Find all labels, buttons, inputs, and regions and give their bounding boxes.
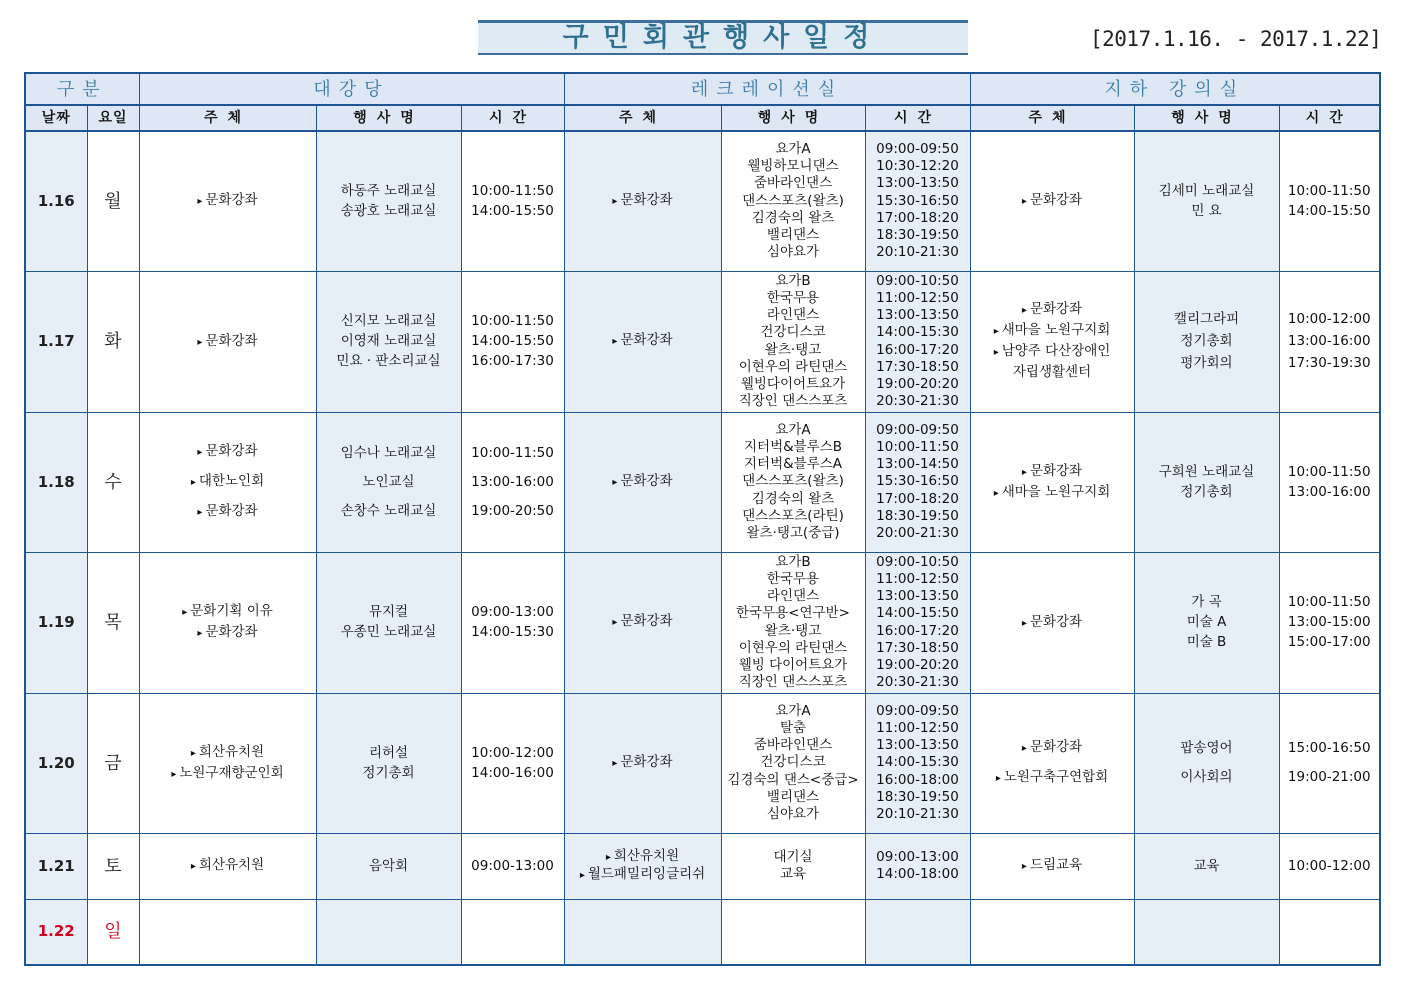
- weekday-cell: 월: [87, 131, 139, 271]
- cell-line: 리허설: [368, 744, 409, 761]
- time-cell: [865, 552, 970, 693]
- cell-line: 15:00-17:00: [1287, 634, 1371, 650]
- cell-line: 캘리그라피: [1173, 311, 1240, 327]
- event-cell: [721, 833, 865, 899]
- host-cell: [970, 271, 1134, 412]
- cell-line: 웰빙하모니댄스: [747, 158, 839, 175]
- date-cell: 1.22: [25, 899, 87, 965]
- time-cell: [461, 899, 564, 965]
- cell-line: 왈츠·탱고(중급): [746, 525, 840, 541]
- time-cell: [1279, 899, 1380, 965]
- cell-line: 14:00-15:50: [471, 333, 554, 349]
- event-cell: [316, 412, 461, 552]
- cell-line: 13:00-16:00: [1287, 483, 1371, 500]
- host-cell: [970, 899, 1134, 965]
- cell-line: ▸ 남양주 다산장애인: [971, 343, 1134, 361]
- cell-line: 이현우의 라틴댄스: [738, 358, 848, 375]
- cell-line: 13:00-16:00: [1287, 333, 1371, 349]
- date-cell: 1.16: [25, 131, 87, 271]
- cell-line: ▸ 월드패밀리잉글리쉬: [565, 866, 721, 884]
- time-cell: [461, 271, 564, 412]
- cell-line: 댄스스포츠(왈츠): [742, 473, 844, 490]
- schedule-table: [24, 72, 1381, 966]
- schedule-row: [25, 271, 1380, 412]
- cell-line: 평가회의: [1180, 355, 1233, 371]
- host-cell: [970, 833, 1134, 899]
- cell-line: 11:00-12:50: [876, 570, 959, 587]
- cell-line: ▸ 문화강좌: [565, 613, 721, 631]
- cell-line: ▸ 희산유치원: [140, 857, 316, 875]
- cell-line: 지터벅&블루스B: [743, 438, 843, 455]
- host-cell: [139, 693, 316, 833]
- cell-line: ▸ 문화강좌: [565, 332, 721, 350]
- cell-line: ▸ 문화강좌: [971, 192, 1134, 210]
- cell-line: 17:00-18:20: [876, 209, 959, 226]
- cell-line: 김세미 노래교실: [1158, 182, 1255, 199]
- event-cell: [721, 271, 865, 412]
- time-cell: [865, 412, 970, 552]
- weekday-cell: 화: [87, 271, 139, 412]
- cell-line: 요가B: [775, 553, 811, 570]
- time-cell: [461, 412, 564, 552]
- cell-line: ▸ 희산유치원: [565, 848, 721, 866]
- cell-line: 직장인 댄스스포츠: [738, 674, 848, 691]
- cell-line: 자립생활센터: [1012, 364, 1092, 380]
- cell-line: 한국무용<연구반>: [736, 605, 850, 622]
- cell-line: 10:00-11:50: [1287, 463, 1371, 480]
- hall-basement-header: 지하 강의실: [970, 73, 1380, 105]
- cell-line: ▸ 대한노인회: [140, 473, 316, 491]
- cell-line: 10:00-11:50: [471, 444, 554, 461]
- cell-line: ▸ 새마을 노원구지회: [971, 322, 1134, 340]
- cell-line: 09:00-09:50: [876, 141, 959, 158]
- cell-line: 요가A: [775, 141, 811, 158]
- cell-line: 10:00-12:00: [471, 744, 554, 761]
- header-row-columns: [25, 105, 1380, 131]
- cell-line: 교육: [779, 866, 807, 882]
- event-cell: [721, 552, 865, 693]
- host-cell: [564, 899, 721, 965]
- cell-line: 16:00-18:00: [876, 771, 959, 788]
- weekday-header: 요일: [87, 105, 139, 131]
- weekday-cell: 토: [87, 833, 139, 899]
- time-cell: [865, 693, 970, 833]
- cell-line: 왈츠·탱고: [764, 622, 822, 639]
- hall-main-header: 대강당: [139, 73, 564, 105]
- cell-line: 15:30-16:50: [876, 473, 959, 490]
- cell-line: ▸ 희산유치원: [140, 744, 316, 762]
- time-cell: [865, 833, 970, 899]
- time-cell: [1279, 131, 1380, 271]
- time-cell: [865, 131, 970, 271]
- cell-line: 09:00-13:00: [876, 848, 959, 865]
- cell-line: ▸ 문화기획 이유: [140, 603, 316, 621]
- time-cell: [1279, 693, 1380, 833]
- cell-line: 민 요: [1191, 202, 1222, 219]
- cell-line: ▸ 문화강좌: [140, 443, 316, 461]
- cell-line: 한국무용: [766, 570, 820, 587]
- cell-line: ▸ 문화강좌: [971, 614, 1134, 632]
- cell-line: 댄스스포츠(라틴): [742, 507, 844, 524]
- host-cell: [564, 552, 721, 693]
- host-cell: [139, 899, 316, 965]
- time-cell: [865, 899, 970, 965]
- cell-line: 13:00-13:50: [876, 175, 959, 192]
- cell-line: 16:00-17:30: [471, 353, 554, 369]
- event-cell: [1134, 131, 1279, 271]
- cell-line: 밸리댄스: [766, 788, 820, 805]
- schedule-row: [25, 412, 1380, 552]
- cell-line: 미술 B: [1186, 634, 1227, 650]
- cell-line: 뮤지컬: [368, 604, 409, 620]
- cell-line: 이현우의 라틴댄스: [738, 639, 848, 656]
- cell-line: 17:00-18:20: [876, 490, 959, 507]
- date-cell: 1.18: [25, 412, 87, 552]
- schedule-row: [25, 693, 1380, 833]
- cell-line: 10:00-11:50: [876, 438, 959, 455]
- cell-line: 이영재 노래교실: [340, 333, 437, 349]
- schedule-row: [25, 899, 1380, 965]
- cell-line: 이사회의: [1180, 769, 1233, 785]
- cell-line: 16:00-17:20: [876, 341, 959, 358]
- cell-line: 김경숙의 댄스<중급>: [727, 771, 859, 788]
- cell-line: 11:00-12:50: [876, 289, 959, 306]
- event-cell: [1134, 271, 1279, 412]
- cell-line: ▸ 문화강좌: [565, 192, 721, 210]
- cell-line: 09:00-13:00: [471, 604, 554, 620]
- event-cell: [1134, 833, 1279, 899]
- cell-line: 건강디스코: [760, 754, 826, 771]
- host-cell: [564, 412, 721, 552]
- cell-line: 19:00-20:20: [876, 375, 959, 392]
- time-header: 시간: [865, 105, 970, 131]
- cell-line: 송광호 노래교실: [340, 202, 437, 219]
- cell-line: 18:30-19:50: [876, 227, 959, 244]
- cell-line: ▸ 문화강좌: [140, 333, 316, 351]
- date-cell: 1.17: [25, 271, 87, 412]
- cell-line: 10:00-11:50: [1287, 594, 1371, 610]
- cell-line: ▸ 문화강좌: [971, 463, 1134, 481]
- cell-line: 건강디스코: [760, 324, 826, 341]
- cell-line: 10:00-12:00: [1287, 311, 1371, 327]
- time-cell: [461, 552, 564, 693]
- cell-line: 13:00-13:50: [876, 737, 959, 754]
- cell-line: ▸ 드림교육: [971, 857, 1134, 875]
- cell-line: 하동주 노래교실: [340, 182, 437, 199]
- cell-line: 왈츠·탱고: [764, 341, 822, 358]
- cell-line: 11:00-12:50: [876, 719, 959, 736]
- cell-line: 15:00-16:50: [1287, 740, 1371, 756]
- cell-line: 18:30-19:50: [876, 507, 959, 524]
- cell-line: 19:00-21:00: [1287, 769, 1371, 785]
- cell-line: 탈춤: [779, 719, 807, 736]
- event-header: 행사명: [316, 105, 461, 131]
- host-cell: [139, 131, 316, 271]
- cell-line: 19:00-20:20: [876, 656, 959, 673]
- cell-line: 미술 A: [1186, 614, 1227, 630]
- date-cell: 1.21: [25, 833, 87, 899]
- cell-line: 13:00-13:50: [876, 307, 959, 324]
- cell-line: 임수나 노래교실: [340, 444, 437, 461]
- cell-line: 15:30-16:50: [876, 192, 959, 209]
- cell-line: 신지모 노래교실: [340, 313, 437, 329]
- event-cell: [316, 131, 461, 271]
- date-cell: 1.19: [25, 552, 87, 693]
- event-cell: [721, 412, 865, 552]
- cell-line: 우종민 노래교실: [340, 624, 437, 640]
- time-cell: [1279, 271, 1380, 412]
- cell-line: 13:00-14:50: [876, 456, 959, 473]
- cell-line: 구희원 노래교실: [1158, 463, 1255, 480]
- cell-line: 13:00-15:00: [1287, 614, 1371, 630]
- cell-line: 민요 · 판소리교실: [336, 353, 441, 369]
- cell-line: 13:00-13:50: [876, 588, 959, 605]
- host-cell: [970, 552, 1134, 693]
- host-header: 주체: [139, 105, 316, 131]
- cell-line: ▸ 노원구축구연합회: [971, 769, 1134, 787]
- cell-line: 20:30-21:30: [876, 674, 959, 691]
- event-cell: [1134, 412, 1279, 552]
- host-cell: [970, 412, 1134, 552]
- category-header: 구분: [25, 73, 139, 105]
- cell-line: 14:00-16:00: [471, 764, 554, 781]
- cell-line: 19:00-20:50: [471, 502, 554, 519]
- time-cell: [461, 833, 564, 899]
- event-cell: [316, 693, 461, 833]
- host-cell: [139, 271, 316, 412]
- host-cell: [139, 412, 316, 552]
- event-cell: [721, 899, 865, 965]
- host-cell: [139, 552, 316, 693]
- time-cell: [865, 271, 970, 412]
- cell-line: 대기실: [773, 848, 813, 865]
- cell-line: 10:00-11:50: [471, 313, 554, 329]
- cell-line: ▸ 새마을 노원구지회: [971, 484, 1134, 502]
- cell-line: 한국무용: [766, 289, 820, 306]
- date-header: 날짜: [25, 105, 87, 131]
- cell-line: 지터벅&블루스A: [744, 456, 843, 473]
- cell-line: 심야요가: [766, 244, 820, 261]
- cell-line: 라인댄스: [766, 588, 820, 605]
- cell-line: 20:00-21:30: [876, 525, 959, 541]
- schedule-row: [25, 552, 1380, 693]
- cell-line: 17:30-18:50: [876, 639, 959, 656]
- time-cell: [1279, 412, 1380, 552]
- cell-line: ▸ 문화강좌: [971, 739, 1134, 757]
- cell-line: 밸리댄스: [766, 227, 820, 244]
- schedule-row: [25, 131, 1380, 271]
- date-cell: 1.20: [25, 693, 87, 833]
- schedule-row: [25, 833, 1380, 899]
- cell-line: ▸ 문화강좌: [140, 503, 316, 521]
- cell-line: 직장인 댄스스포츠: [738, 393, 848, 410]
- host-cell: [139, 833, 316, 899]
- host-cell: [564, 833, 721, 899]
- host-cell: [564, 693, 721, 833]
- cell-line: 손창수 노래교실: [340, 502, 437, 519]
- cell-line: 웰빙다이어트요가: [740, 375, 846, 392]
- cell-line: 요가A: [775, 702, 811, 719]
- cell-line: 20:10-21:30: [876, 244, 959, 261]
- cell-line: 10:00-11:50: [1287, 182, 1371, 199]
- event-cell: [316, 833, 461, 899]
- cell-line: 정기총회: [1180, 333, 1233, 349]
- weekday-cell: 수: [87, 412, 139, 552]
- cell-line: 김경숙의 왈츠: [751, 209, 835, 226]
- cell-line: 13:00-16:00: [471, 473, 554, 490]
- cell-line: 09:00-09:50: [876, 702, 959, 719]
- cell-line: ▸ 문화강좌: [971, 301, 1134, 319]
- host-cell: [970, 131, 1134, 271]
- event-cell: [316, 271, 461, 412]
- cell-line: 김경숙의 왈츠: [751, 490, 835, 507]
- cell-line: 요가A: [775, 421, 811, 438]
- event-header: 행사명: [1134, 105, 1279, 131]
- event-cell: [1134, 552, 1279, 693]
- cell-line: 09:00-10:50: [876, 553, 959, 570]
- cell-line: 줌바라인댄스: [753, 175, 833, 192]
- cell-line: 14:00-15:50: [471, 202, 554, 219]
- cell-line: 14:00-15:30: [876, 324, 959, 341]
- cell-line: 정기총회: [362, 764, 415, 781]
- cell-line: ▸ 문화강좌: [140, 192, 316, 210]
- cell-line: 14:00-15:50: [1287, 202, 1371, 219]
- cell-line: 20:30-21:30: [876, 393, 959, 410]
- cell-line: 음악회: [368, 857, 409, 874]
- cell-line: 17:30-18:50: [876, 358, 959, 375]
- cell-line: 14:00-15:30: [471, 624, 554, 640]
- time-cell: [1279, 833, 1380, 899]
- cell-line: 16:00-17:20: [876, 622, 959, 639]
- cell-line: 14:00-15:30: [876, 754, 959, 771]
- weekday-cell: 금: [87, 693, 139, 833]
- cell-line: ▸ 문화강좌: [140, 624, 316, 642]
- cell-line: 가 곡: [1191, 594, 1222, 610]
- cell-line: 09:00-09:50: [876, 421, 959, 438]
- weekday-cell: 일: [87, 899, 139, 965]
- weekday-cell: 목: [87, 552, 139, 693]
- time-header: 시간: [1279, 105, 1380, 131]
- cell-line: 10:00-12:00: [1287, 857, 1371, 874]
- event-header: 행사명: [721, 105, 865, 131]
- event-cell: [721, 693, 865, 833]
- host-header: 주체: [970, 105, 1134, 131]
- cell-line: 줌바라인댄스: [753, 737, 833, 754]
- cell-line: ▸ 노원구재향군인회: [140, 765, 316, 783]
- cell-line: 18:30-19:50: [876, 788, 959, 805]
- event-cell: [1134, 693, 1279, 833]
- date-range: [2017.1.16. - 2017.1.22]: [1090, 27, 1382, 51]
- cell-line: 요가B: [775, 272, 811, 289]
- host-cell: [564, 271, 721, 412]
- cell-line: 정기총회: [1180, 483, 1233, 500]
- event-cell: [1134, 899, 1279, 965]
- page-title: 구민회관행사일정: [478, 20, 968, 55]
- time-header: 시간: [461, 105, 564, 131]
- cell-line: 노인교실: [362, 473, 415, 490]
- cell-line: ▸ 문화강좌: [565, 473, 721, 491]
- cell-line: ▸ 문화강좌: [565, 754, 721, 772]
- event-cell: [721, 131, 865, 271]
- event-cell: [316, 899, 461, 965]
- host-cell: [970, 693, 1134, 833]
- hall-rec-header: 레크레이션실: [564, 73, 970, 105]
- cell-line: 14:00-18:00: [876, 866, 959, 882]
- cell-line: 09:00-10:50: [876, 272, 959, 289]
- event-cell: [316, 552, 461, 693]
- cell-line: 09:00-13:00: [471, 857, 554, 874]
- cell-line: 10:30-12:20: [876, 158, 959, 175]
- cell-line: 웰빙 다이어트요가: [738, 656, 848, 673]
- host-cell: [564, 131, 721, 271]
- cell-line: 심야요가: [766, 806, 820, 822]
- cell-line: 댄스스포츠(왈츠): [742, 192, 844, 209]
- time-cell: [1279, 552, 1380, 693]
- header-row-halls: [25, 73, 1380, 105]
- cell-line: 17:30-19:30: [1287, 355, 1371, 371]
- cell-line: 교육: [1193, 857, 1220, 874]
- cell-line: 라인댄스: [766, 307, 820, 324]
- time-cell: [461, 693, 564, 833]
- cell-line: 20:10-21:30: [876, 806, 959, 822]
- host-header: 주체: [564, 105, 721, 131]
- time-cell: [461, 131, 564, 271]
- cell-line: 팝송영어: [1180, 740, 1233, 756]
- cell-line: 10:00-11:50: [471, 182, 554, 199]
- cell-line: 14:00-15:50: [876, 605, 959, 622]
